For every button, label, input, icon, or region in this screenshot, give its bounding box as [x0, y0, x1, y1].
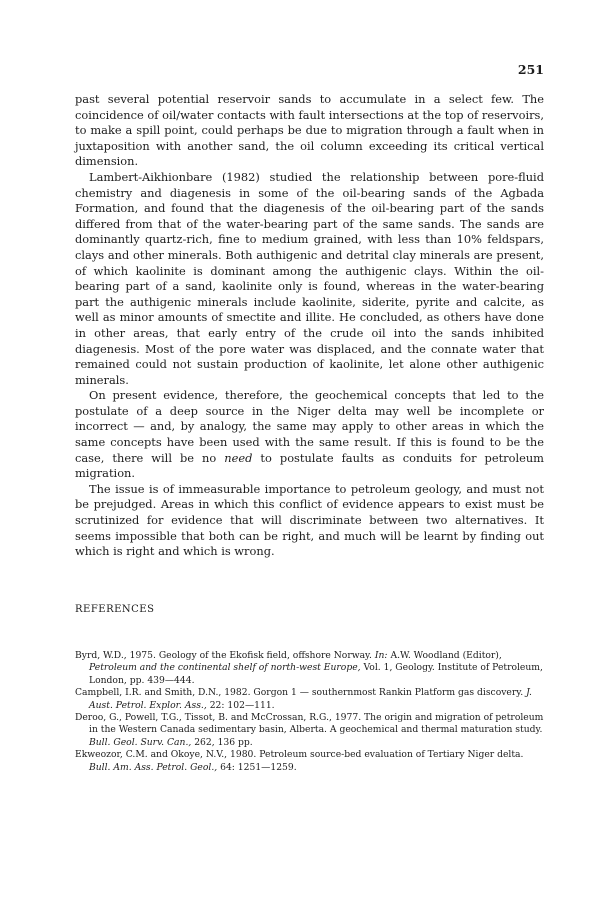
paragraph-4: The issue is of immeasurable importance to petroleum geology, and must not be prejudged. Areas in which this conflict of evidence appears to exist must be scrutinized for evidence that will discriminate between two alternatives. It seems impossible that both can be right, and much will be learnt by finding out which is right and which is wrong. — [75, 481, 544, 559]
page-number: 251 — [517, 62, 544, 77]
paragraph-3-emphasis: need — [224, 450, 253, 465]
references-heading: REFERENCES — [75, 604, 155, 615]
reference-italic: In: — [374, 650, 388, 661]
reference-campbell — [75, 687, 544, 712]
reference-italic: Bull. Geol. Surv. Can., — [89, 736, 192, 748]
reference-byrd — [75, 650, 544, 687]
reference-text: Byrd, W.D., 1975. Geology of the Ekofisk field, offshore Norway. — [75, 650, 375, 661]
reference-text: Ekweozor, C.M. and Okoye, N.V., 1980. Petroleum source-bed evaluation of Tertiary Niger delta. — [75, 749, 524, 761]
paragraph-1: past several potential reservoir sands to accumulate in a select few. The coincidence of oil/water contacts with fault intersections at the top of reservoirs, to make a spill point, could perhaps be due to migration through a fault when in juxtaposition with another sand, the oil column exceeding its critical vertical dimension. — [75, 92, 544, 169]
reference-text: 262, 136 pp. — [191, 736, 253, 748]
reference-italic: J. Aust. Petrol. Explor. Ass., — [89, 687, 532, 711]
paragraph-3-text-b: to postulate faults as conduits for petroleum migration. — [75, 450, 544, 481]
paragraph-3 — [75, 388, 544, 482]
reference-text: Vol. 1, Geology. Institute of Petroleum, London, pp. 439—444. — [89, 662, 543, 686]
reference-text: A.W. Woodland (Editor), — [387, 650, 502, 661]
reference-text: 22: 102—111. — [206, 699, 275, 711]
paragraph-3-text-a: On present evidence, therefore, the geochemical concepts that led to the postulate of a deep source in the Niger delta may well be incomplete or incorrect — and, by analogy, the same may apply to other areas in which the same concepts have been used with the same result. If this is found to be the case, there will be no — [75, 388, 544, 465]
reference-text: Deroo, G., Powell, T.G., Tissot, B. and McCrossan, R.G., 1977. The origin and migration of petroleum in the Western Canada sedimentary basin, Alberta. A geochemical and thermal maturation study. — [75, 712, 544, 736]
reference-italic: Petroleum and the continental shelf of north-west Europe, — [89, 662, 361, 674]
paragraph-2: Lambert-Aikhionbare (1982) studied the relationship between pore-fluid chemistry and diagenesis in some of the oil-bearing sands of the Agbada Formation, and found that the diagenesis of the oil-bearing part of the sands differed from that of the water-bearing part of the same sands. The sands are dominantly quartz-rich, fine to medium grained, with less than 10% feldspars, clays and other minerals. Both authigenic and detrital clay minerals are present, of which kaolinite is dominant among the authigenic clays. Within the oil-bearing part of a sand, kaolinite only is found, whereas in the water-bearing part the authigenic minerals include kaolinite, siderite, pyrite and calcite, as well as minor amounts of smectite and illite. He concluded, as others have done in other areas, that early entry of the crude oil into the sands inhibited diagenesis. Most of the pore water was displaced, and the connate water that remained could not sustain production of kaolinite, let alone other authigenic minerals. — [75, 169, 544, 387]
reference-deroo — [75, 712, 544, 749]
body-text — [75, 92, 544, 560]
reference-text: Campbell, I.R. and Smith, D.N., 1982. Gorgon 1 — southernmost Rankin Platform gas discovery. — [75, 687, 527, 699]
reference-ekweozor — [75, 749, 544, 774]
reference-text: 64: 1251—1259. — [217, 761, 297, 773]
references-list — [75, 650, 544, 774]
reference-italic: Bull. Am. Ass. Petrol. Geol., — [89, 761, 218, 773]
